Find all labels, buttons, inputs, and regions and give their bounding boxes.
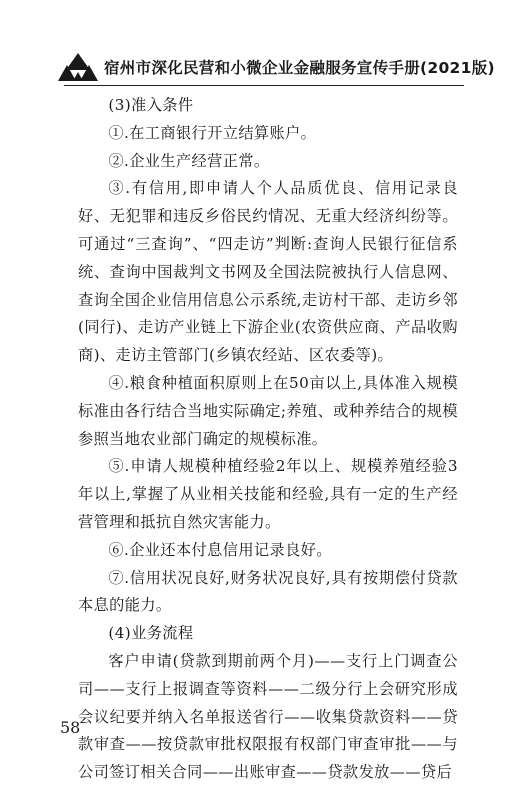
paragraph: (3)准入条件 — [108, 96, 194, 114]
header-title: 宿州市深化民营和小微企业金融服务宣传手册(2021版) — [104, 59, 495, 77]
page-number: 58 — [60, 718, 81, 737]
paragraph: 客户申请(贷款到期前两个月)——支行上门调查公司——支行上报调查等资料——二级分行上会研究形成会议纪要并纳入名单报送省行——收集贷款资料——贷款审查——按贷款审批权限报有权部门审查审批——与公司签订相关合同——出账审查——贷款发放——贷后 — [78, 651, 458, 782]
body-text — [78, 92, 458, 787]
paragraph: ④.粮食种植面积原则上在50亩以上,具体准入规模标准由各行结合当地实际确定;养殖、或种养结合的规模参照当地农业部门确定的规模标准。 — [78, 373, 458, 448]
page-header — [58, 50, 495, 84]
paragraph: ③.有信用,即申请人个人品质优良、信用记录良好、无犯罪和违反乡俗民约情况、无重大经济纠纷等。可通过“三查询”、“四走访”判断:查询人民银行征信系统、查询中国裁判文书网及全国法院被执行人信息网、查询全国企业信用信息公示系统,走访村干部、走访乡邻(同行)、走访产业链上下游企业(农资供应商、产品收购商)、走访主管部门(乡镇农经站、区农委等)。 — [78, 179, 458, 365]
paragraph: ⑥.企业还本付息信用记录良好。 — [108, 540, 332, 559]
header-rule — [64, 85, 464, 86]
paragraph: ⑤.申请人规模种植经验2年以上、规模养殖经验3年以上,掌握了从业相关技能和经验,具有一定的生产经营管理和抵抗自然灾害能力。 — [78, 457, 458, 531]
paragraph: ①.在工商银行开立结算账户。 — [108, 123, 317, 142]
mountain-logo-icon — [58, 52, 98, 82]
paragraph: ②.企业生产经营正常。 — [108, 151, 270, 170]
paragraph: (4)业务流程 — [108, 624, 194, 643]
paragraph: ⑦.信用状况良好,财务状况良好,具有按期偿付贷款本息的能力。 — [78, 568, 458, 615]
